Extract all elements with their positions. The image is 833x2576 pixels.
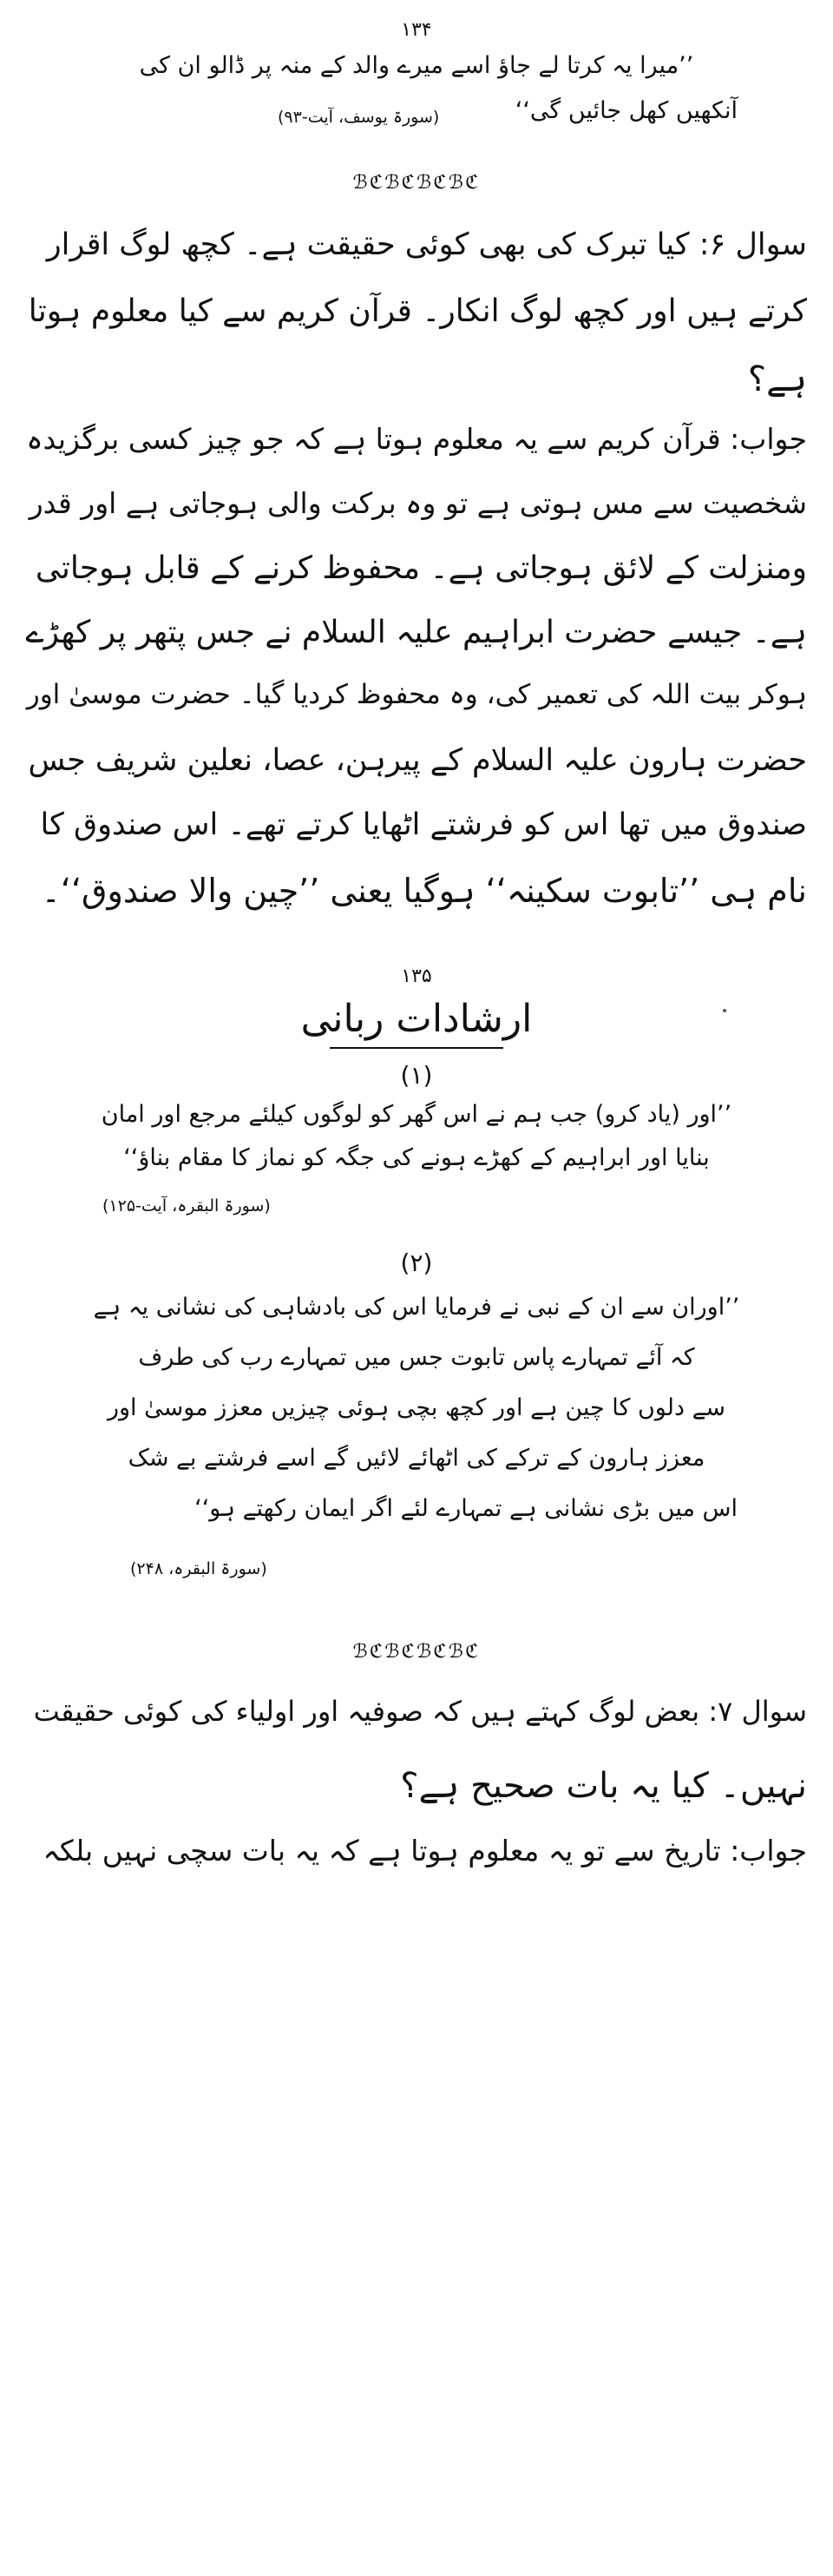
answer-line: ہوکر بیت اللہ کی تعمیر کی، وہ محفوظ کردیا گیا۔ حضرت موسیٰ اور (26, 679, 807, 710)
question-line: ہے؟ (747, 359, 807, 399)
answer-line: شخصیت سے مس ہوتی ہے تو وہ برکت والی ہوجاتی ہے اور قدر (29, 486, 807, 520)
verse-line: معزز ہارون کے ترکے کی اٹھائے لائیں گے اسے فرشتے بے شک (128, 1445, 705, 1472)
verse-line: بنایا اور ابراہیم کے کھڑے ہونے کی جگہ کو نماز کا مقام بناؤ‘‘ (123, 1144, 710, 1171)
quote-line: ’’میرا یہ کرتا لے جاؤ اسے میرے والد کے منہ پر ڈالو ان کی (139, 52, 694, 79)
scan-speck (723, 1009, 726, 1012)
ornament-divider: ℬℭℬℭℬℭℬℭ (352, 1641, 481, 1663)
question-line: نہیں۔ کیا یہ بات صحیح ہے؟ (400, 1766, 807, 1806)
section-heading: ارشادات ربانی (300, 997, 533, 1041)
ornament-divider: ℬℭℬℭℬℭℬℭ (352, 172, 481, 194)
answer-line: ومنزلت کے لائق ہوجاتی ہے۔ محفوظ کرنے کے قابل ہوجاتی (35, 550, 807, 586)
question-line: سوال ۶: کیا تبرک کی بھی کوئی حقیقت ہے۔ کچھ لوگ اقرار (46, 227, 807, 262)
question-line: سوال ۷: بعض لوگ کہتے ہیں کہ صوفیہ اور اولیاء کی کوئی حقیقت (33, 1695, 807, 1728)
verse-reference: (سورۃ البقرہ، آیت-۱۲۵) (102, 1196, 271, 1216)
verse-reference: (سورۃ البقرہ، ۲۴۸) (130, 1559, 267, 1578)
verse-line: سے دلوں کا چین ہے اور کچھ بچی ہوئی چیزیں معزز موسیٰ اور (107, 1394, 726, 1421)
verse-line: اس میں بڑی نشانی ہے تمہارے لئے اگر ایمان رکھتے ہو‘‘ (194, 1495, 738, 1522)
answer-line: صندوق میں تھا اس کو فرشتے اٹھایا کرتے تھے۔ اس صندوق کا (40, 807, 807, 842)
verse-number: (۱) (400, 1061, 433, 1090)
answer-line: حضرت ہارون علیہ السلام کے پیرہن، عصا، نعلین شریف جس (28, 743, 807, 778)
question-line: کرتے ہیں اور کچھ لوگ انکار۔ قرآن کریم سے کیا معلوم ہوتا (28, 293, 807, 329)
answer-line: جواب: قرآن کریم سے یہ معلوم ہوتا ہے کہ جو چیز کسی برگزیدہ (26, 422, 807, 456)
verse-number: (۲) (400, 1248, 433, 1277)
verse-line: ’’اوران سے ان کے نبی نے فرمایا اس کی بادشاہی کی نشانی یہ ہے (93, 1294, 740, 1321)
heading-underline (330, 1047, 503, 1049)
verse-line: ’’اور (یاد کرو) جب ہم نے اس گھر کو لوگوں کیلئے مرجع اور امان (101, 1101, 732, 1128)
page-number: ۱۳۴ (401, 19, 432, 41)
page-number: ۱۳۵ (401, 965, 432, 987)
answer-line: نام ہی ’’تابوت سکینہ‘‘ ہوگیا یعنی ’’چین والا صندوق‘‘۔ (41, 872, 807, 910)
verse-line: کہ آئے تمہارے پاس تابوت جس میں تمہارے رب کی طرف (138, 1344, 695, 1371)
answer-line: ہے۔ جیسے حضرت ابراہیم علیہ السلام نے جس پتھر پر کھڑے (25, 615, 807, 650)
quote-line: آنکھیں کھل جائیں گی‘‘ (515, 97, 738, 124)
answer-line: جواب: تاریخ سے تو یہ معلوم ہوتا ہے کہ یہ بات سچی نہیں بلکہ (43, 1834, 807, 1868)
quote-reference: (سورۃ یوسف، آیت-۹۳) (278, 108, 440, 127)
